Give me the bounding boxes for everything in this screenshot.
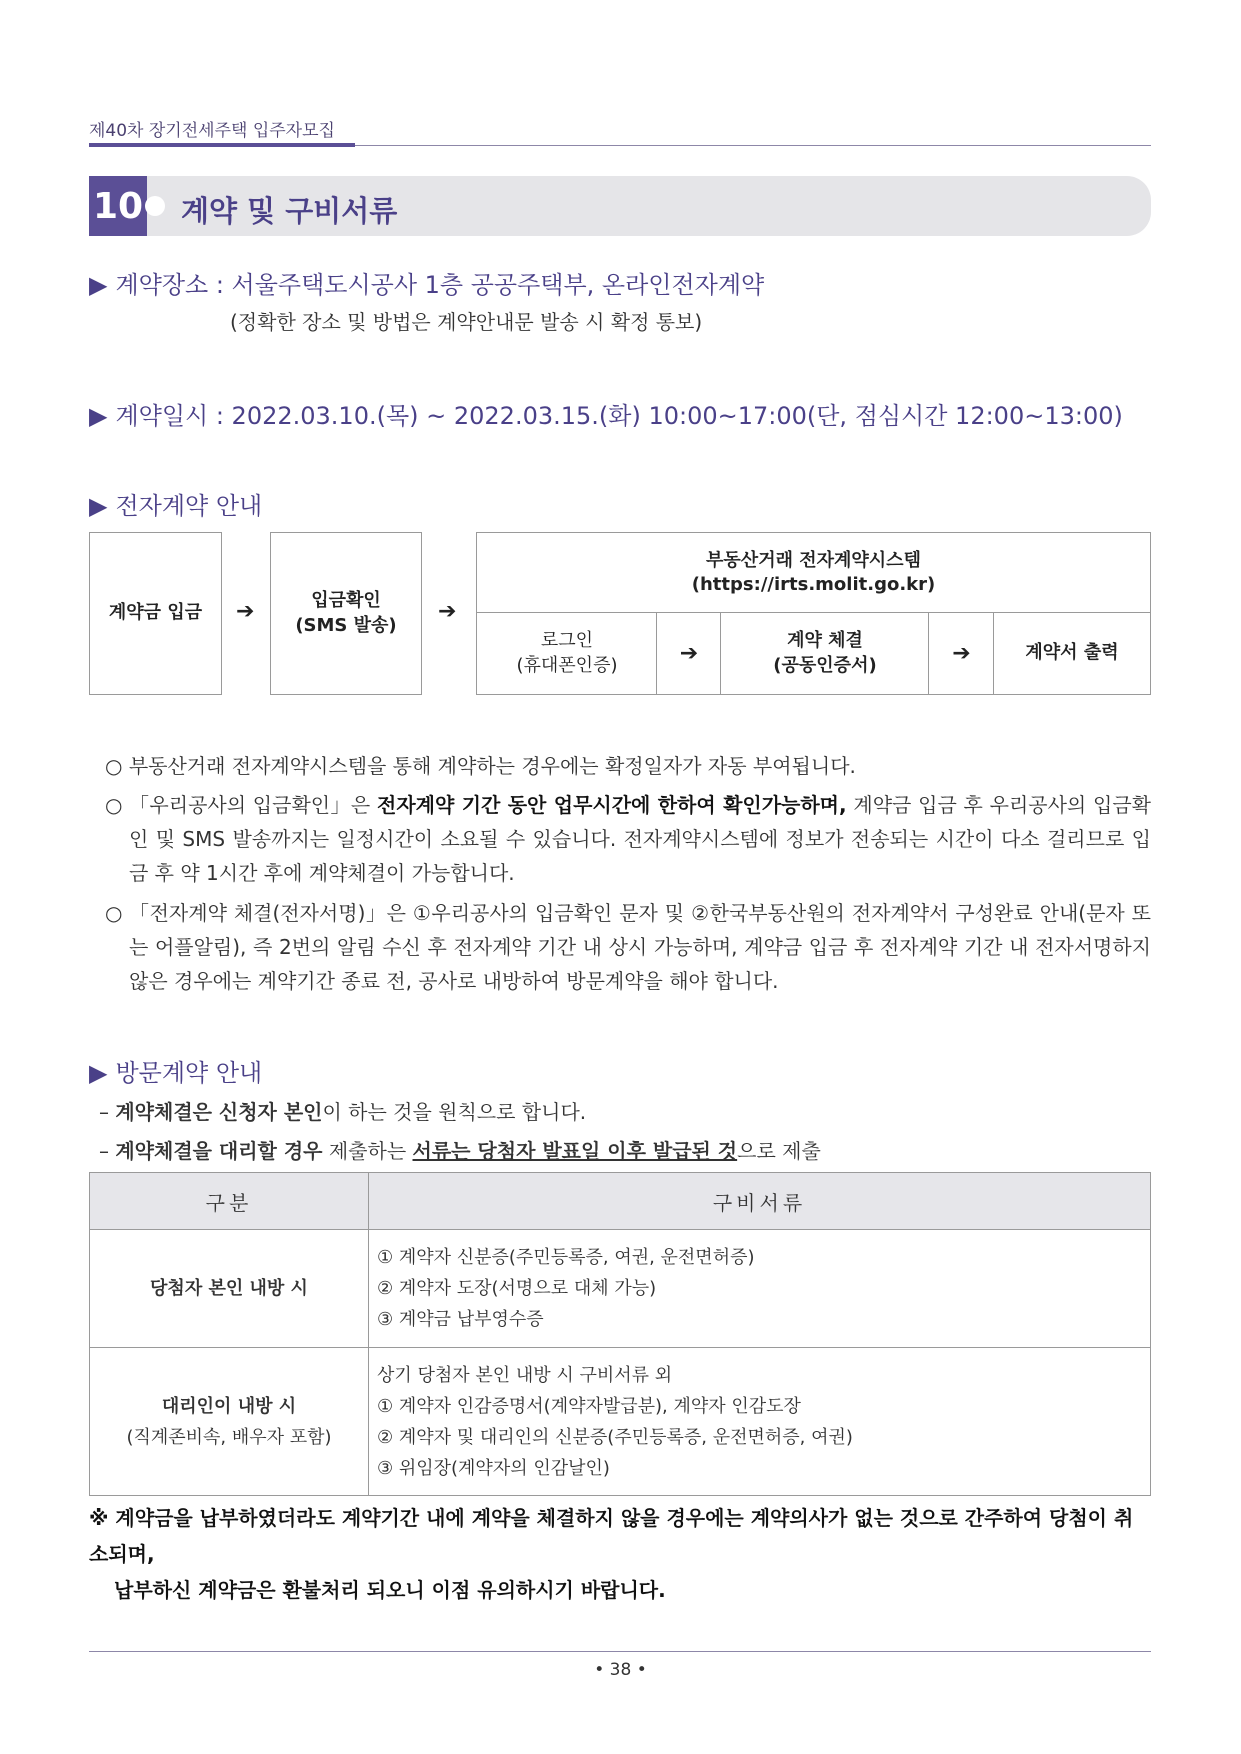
arrow-right-icon: ➔ <box>952 640 971 666</box>
list-item: ① 계약자 인감증명서(계약자발급분), 계약자 인감도장 <box>377 1395 801 1417</box>
arrow-right-icon: ➔ <box>236 599 255 624</box>
list-item: ③ 계약금 납부영수증 <box>377 1309 544 1330</box>
list-item: ③ 위임장(계약자의 인감날인) <box>377 1457 610 1479</box>
note-2 <box>105 788 1151 890</box>
visit-line-1 <box>99 1096 586 1125</box>
warning-note <box>89 1500 1151 1608</box>
contract-place <box>89 265 764 300</box>
visit-heading-text: 방문계약 안내 <box>115 1059 263 1087</box>
row1-label: 당첨자 본인 내방 시 <box>150 1278 308 1299</box>
note-2-bold: 전자계약 기간 동안 업무시간에 한하여 확인가능하며, <box>377 793 847 817</box>
footer-divider <box>89 1651 1151 1652</box>
triangle-bullet-icon: ▶ <box>89 492 108 520</box>
table-header-row <box>90 1173 1151 1230</box>
contract-date <box>89 396 1123 431</box>
table-row-label <box>90 1230 369 1348</box>
contract-place-label: 계약장소 : 서울주택도시공사 1층 공공주택부, 온라인전자계약 <box>115 271 765 299</box>
circle-bullet-icon: ○ <box>105 793 123 817</box>
required-documents-table <box>89 1172 1151 1496</box>
flow-sub-sign-line2: (공동인증서) <box>773 654 877 676</box>
list-item: ① 계약자 신분증(주민등록증, 여권, 운전면허증) <box>377 1247 755 1268</box>
visit-line-2-bold2: 서류는 당첨자 발표일 이후 발급된 것 <box>412 1139 738 1163</box>
page-number: • 38 • <box>594 1660 647 1680</box>
triangle-bullet-icon: ▶ <box>89 271 108 299</box>
flow-sub-print-label: 계약서 출력 <box>1025 642 1119 664</box>
flow-sub-login-line1: 로그인 <box>540 630 594 652</box>
flow-sub-sign-line1: 계약 체결 <box>787 630 863 652</box>
section-number: 10 <box>89 176 147 236</box>
dash-bullet: – <box>99 1100 109 1124</box>
visit-heading <box>89 1053 262 1088</box>
arrow-right-icon: ➔ <box>438 599 457 624</box>
note-1-text: 부동산거래 전자계약시스템을 통해 계약하는 경우에는 확정일자가 자동 부여됩니다. <box>128 754 856 778</box>
table-row-items <box>369 1348 1151 1496</box>
flow-system-name: 부동산거래 전자계약시스템 <box>706 549 921 571</box>
visit-line-2 <box>99 1135 821 1164</box>
e-contract-heading <box>89 486 262 521</box>
flow-step-confirm <box>270 532 422 695</box>
header-accent-bar <box>89 143 355 147</box>
contract-place-note: (정확한 장소 및 방법은 계약안내문 발송 시 확정 통보) <box>230 310 703 334</box>
contract-date-label: 계약일시 : 2022.03.10.(목) ~ 2022.03.15.(화) 10:00~17:00(단, 점심시간 12:00~13:00) <box>115 402 1123 430</box>
table-row <box>90 1348 1151 1496</box>
warning-line-2: 납부하신 계약금은 환불처리 되오니 이점 유의하시기 바랍니다. <box>114 1578 666 1602</box>
visit-line-1-bold: 계약체결은 신청자 본인 <box>115 1100 323 1124</box>
table-row <box>90 1230 1151 1348</box>
flow-system-url: (https://irts.molit.go.kr) <box>691 574 936 595</box>
arrow-right-icon: ➔ <box>679 640 699 666</box>
visit-line-2-bold1: 계약체결을 대리할 경우 <box>115 1139 323 1163</box>
e-contract-heading-text: 전자계약 안내 <box>115 492 263 520</box>
visit-line-1-rest: 이 하는 것을 원칙으로 합니다. <box>322 1100 587 1124</box>
triangle-bullet-icon: ▶ <box>89 402 108 430</box>
flow-step-deposit-label: 계약금 입금 <box>108 602 203 624</box>
flow-sub-login <box>476 612 658 695</box>
list-item: ② 계약자 및 대리인의 신분증(주민등록증, 운전면허증, 여권) <box>377 1426 853 1448</box>
circle-bullet-icon: ○ <box>105 754 123 778</box>
list-item: ② 계약자 도장(서명으로 대체 가능) <box>377 1278 657 1299</box>
note-3 <box>105 896 1151 998</box>
visit-line-2-mid: 제출하는 <box>322 1139 413 1163</box>
document-header-title: 제40차 장기전세주택 입주자모집 <box>89 121 335 141</box>
note-2-post: 계약금 입금 후 우리공사의 입금확인 및 SMS 발송까지는 일정시간이 소요될 수 있습니다. 전자계약시스템에 정보가 전송되는 시간이 다소 걸리므로 입금 후 약 1시간 후에 계약체결이 가능합니다. <box>129 793 1151 885</box>
circle-bullet-icon: ○ <box>105 901 123 925</box>
table-header-documents: 구비서류 <box>369 1173 1151 1230</box>
note-1 <box>105 749 1151 783</box>
flow-sub-print <box>993 612 1151 695</box>
flow-step-confirm-line2: (SMS 발송) <box>295 614 397 636</box>
flow-sub-arrow2 <box>928 612 995 695</box>
row2-label: 대리인이 내방 시 <box>161 1395 297 1417</box>
table-row-items <box>369 1230 1151 1348</box>
section-title: 계약 및 구비서류 <box>181 194 398 228</box>
triangle-bullet-icon: ▶ <box>89 1059 108 1087</box>
flow-step-deposit <box>89 532 222 695</box>
list-item: 상기 당첨자 본인 내방 시 구비서류 외 <box>377 1364 673 1386</box>
flow-step-confirm-line1: 입금확인 <box>311 590 381 612</box>
flow-sub-sign <box>720 612 930 695</box>
note-3-text: 「전자계약 체결(전자서명)」은 ①우리공사의 입금확인 문자 및 ②한국부동산원의 전자계약서 구성완료 안내(문자 또는 어플알림), 즉 2번의 알림 수신 후 전자계약 기간 내 상시 가능하며, 계약금 입금 후 전자계약 기간 내 전자서명하지 않은 경우에는 계약기간 종료 전, 공사로 내방하여 방문계약을 해야 합니다. <box>129 901 1151 993</box>
flow-system-header <box>476 532 1151 614</box>
section-dot <box>145 196 165 216</box>
warning-line-1: ※ 계약금을 납부하였더라도 계약기간 내에 계약을 체결하지 않을 경우에는 계약의사가 없는 것으로 간주하여 당첨이 취소되며, <box>89 1506 1134 1566</box>
dash-bullet: – <box>99 1139 109 1163</box>
table-row-label <box>90 1348 369 1496</box>
flow-sub-login-line2: (휴대폰인증) <box>516 654 618 676</box>
flow-sub-arrow1 <box>656 612 722 695</box>
visit-line-2-rest: 으로 제출 <box>737 1139 821 1163</box>
table-header-category: 구분 <box>90 1173 369 1230</box>
row2-sublabel: (직계존비속, 배우자 포함) <box>126 1426 332 1448</box>
note-2-pre: 「우리공사의 입금확인」은 <box>129 793 378 817</box>
note-2-body <box>129 788 1151 890</box>
